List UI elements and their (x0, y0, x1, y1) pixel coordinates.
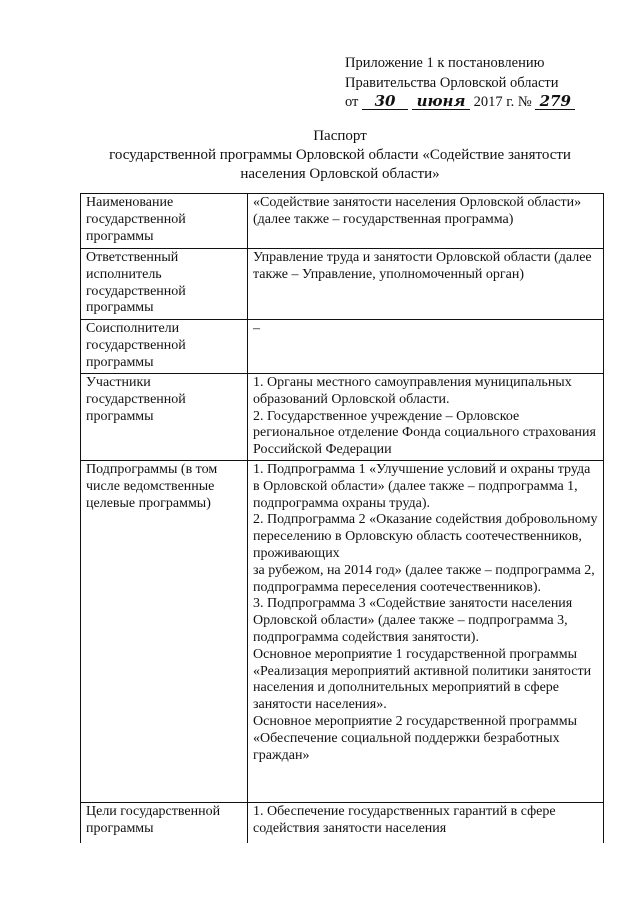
handwritten-number: 279 (535, 94, 575, 110)
title-line-2: государственной программы Орловской области «Содействие занятости (109, 147, 571, 163)
title-line-3: населения Орловской области» (240, 166, 440, 182)
value-paragraph: 1. Подпрограмма 1 «Улучшение условий и охраны труда в Орловской области» (далее также – подпрограмма 1, подпрограмма охраны труда). (253, 462, 591, 511)
value-paragraph: – (253, 321, 260, 336)
header-line-1: Приложение 1 к постановлению (345, 55, 545, 71)
row-value (248, 803, 604, 843)
row-label: Цели государственной программы (81, 803, 248, 843)
document-title (60, 127, 620, 184)
value-paragraph: 1. Органы местного самоуправления муниципальных образований Орловской области. (253, 375, 572, 407)
row-label: Наименование государственной программы (81, 194, 248, 249)
row-value (248, 461, 604, 803)
value-paragraph: 2. Государственное учреждение – Орловское региональное отделение Фонда социального страхования Российской Федерации (253, 408, 596, 458)
handwritten-month: июня (412, 94, 470, 110)
row-value (248, 194, 604, 249)
row-label: Ответственный исполнитель государственной программы (81, 249, 248, 320)
value-paragraph: Основное мероприятие 2 государственной программы «Обеспечение социальной поддержки безработных граждан» (253, 713, 577, 763)
header-from: от (345, 94, 359, 110)
document-header (345, 54, 630, 113)
row-value (248, 320, 604, 374)
row-label: Подпрограммы (в том числе ведомственные целевые программы) (81, 461, 248, 803)
table-row (81, 374, 604, 461)
row-label: Соисполнители государственной программы (81, 320, 248, 374)
value-paragraph: за рубежом, на 2014 год» (далее также – подпрограмма 2, подпрограмма переселения соотечественников). (253, 562, 595, 595)
table-row (81, 803, 604, 843)
value-paragraph: 3. Подпрограмма 3 «Содействие занятости населения Орловской области» (далее также – подпрограмма 3, подпрограмма содействия занятости). (253, 596, 573, 645)
passport-table (80, 193, 604, 843)
value-paragraph: Основное мероприятие 1 государственной программы «Реализация мероприятий активной политики занятости населения и дополнительных мероприятий в сфере занятости населения». (253, 646, 592, 713)
table-row (81, 461, 604, 803)
table-row (81, 320, 604, 374)
header-line-2: Правительства Орловской области (345, 74, 559, 91)
table-row (81, 194, 604, 249)
value-paragraph: 2. Подпрограмма 2 «Оказание содействия добровольному переселению в Орловскую область соотечественников, проживающих (253, 512, 598, 561)
row-value (248, 374, 604, 461)
value-paragraph: 1. Обеспечение государственных гарантий в сфере содействия занятости населения (253, 804, 556, 836)
handwritten-date: 30 (362, 94, 408, 110)
title-line-1: Паспорт (313, 128, 367, 144)
value-paragraph: «Содействие занятости населения Орловской области» (далее также – государственная программа) (253, 195, 582, 227)
value-paragraph: Управление труда и занятости Орловской области (далее также – Управление, уполномоченный орган) (253, 250, 592, 282)
header-year: 2017 г. № (473, 94, 532, 110)
row-label: Участники государственной программы (81, 374, 248, 461)
header-line-3 (345, 93, 630, 113)
table-row (81, 249, 604, 320)
row-value (248, 249, 604, 320)
